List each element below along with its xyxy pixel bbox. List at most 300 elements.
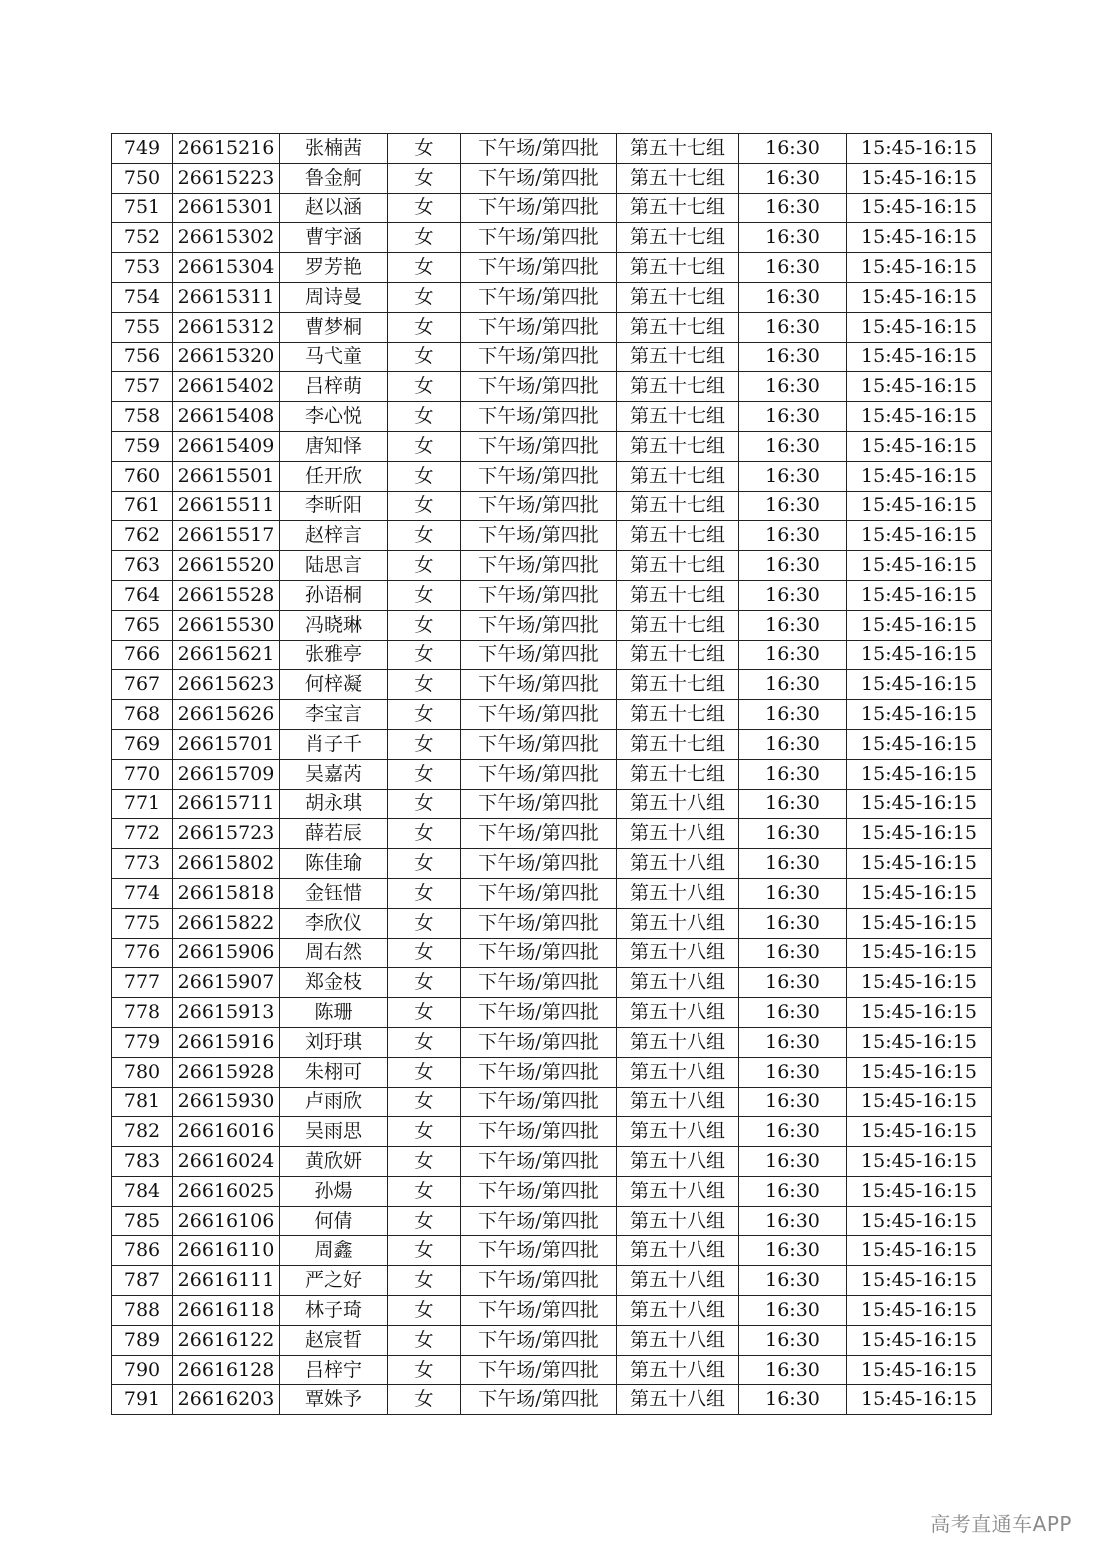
candidate-id-cell: 26615304 (173, 253, 280, 283)
time-window-cell: 15:45-16:15 (847, 789, 992, 819)
time-window-cell: 15:45-16:15 (847, 193, 992, 223)
candidate-id-cell: 26615626 (173, 700, 280, 730)
table-row (112, 402, 992, 432)
session-batch-cell: 下午场/第四批 (461, 1117, 617, 1147)
group-cell: 第五十七组 (617, 372, 739, 402)
session-batch-cell: 下午场/第四批 (461, 1057, 617, 1087)
row-number-cell: 776 (112, 938, 173, 968)
time-cell: 16:30 (739, 312, 847, 342)
name-cell: 卢雨欣 (280, 1087, 388, 1117)
name-cell: 何梓凝 (280, 670, 388, 700)
name-cell: 何倩 (280, 1206, 388, 1236)
row-number-cell: 752 (112, 223, 173, 253)
row-number-cell: 780 (112, 1057, 173, 1087)
gender-cell: 女 (388, 729, 461, 759)
candidate-id-cell: 26615822 (173, 908, 280, 938)
candidate-id-cell: 26615928 (173, 1057, 280, 1087)
row-number-cell: 775 (112, 908, 173, 938)
group-cell: 第五十八组 (617, 1117, 739, 1147)
time-window-cell: 15:45-16:15 (847, 163, 992, 193)
table-row (112, 819, 992, 849)
gender-cell: 女 (388, 1296, 461, 1326)
gender-cell: 女 (388, 372, 461, 402)
table-row (112, 1296, 992, 1326)
time-window-cell: 15:45-16:15 (847, 938, 992, 968)
group-cell: 第五十七组 (617, 312, 739, 342)
group-cell: 第五十八组 (617, 908, 739, 938)
group-cell: 第五十八组 (617, 1206, 739, 1236)
time-window-cell: 15:45-16:15 (847, 1087, 992, 1117)
gender-cell: 女 (388, 1325, 461, 1355)
group-cell: 第五十八组 (617, 998, 739, 1028)
time-cell: 16:30 (739, 789, 847, 819)
session-batch-cell: 下午场/第四批 (461, 312, 617, 342)
table-row (112, 998, 992, 1028)
session-batch-cell: 下午场/第四批 (461, 193, 617, 223)
candidate-id-cell: 26615709 (173, 759, 280, 789)
gender-cell: 女 (388, 849, 461, 879)
name-cell: 孙煬 (280, 1176, 388, 1206)
group-cell: 第五十八组 (617, 1176, 739, 1206)
row-number-cell: 789 (112, 1325, 173, 1355)
time-cell: 16:30 (739, 1296, 847, 1326)
session-batch-cell: 下午场/第四批 (461, 1266, 617, 1296)
table-row (112, 1057, 992, 1087)
gender-cell: 女 (388, 670, 461, 700)
session-batch-cell: 下午场/第四批 (461, 819, 617, 849)
group-cell: 第五十七组 (617, 193, 739, 223)
table-row (112, 431, 992, 461)
time-cell: 16:30 (739, 1355, 847, 1385)
name-cell: 张楠茜 (280, 134, 388, 164)
name-cell: 严之好 (280, 1266, 388, 1296)
gender-cell: 女 (388, 1027, 461, 1057)
time-cell: 16:30 (739, 1176, 847, 1206)
table-row (112, 342, 992, 372)
session-batch-cell: 下午场/第四批 (461, 551, 617, 581)
time-cell: 16:30 (739, 1027, 847, 1057)
time-cell: 16:30 (739, 729, 847, 759)
candidate-id-cell: 26615216 (173, 134, 280, 164)
row-number-cell: 762 (112, 521, 173, 551)
name-cell: 李欣仪 (280, 908, 388, 938)
group-cell: 第五十七组 (617, 759, 739, 789)
time-cell: 16:30 (739, 372, 847, 402)
row-number-cell: 783 (112, 1147, 173, 1177)
group-cell: 第五十七组 (617, 134, 739, 164)
time-cell: 16:30 (739, 402, 847, 432)
session-batch-cell: 下午场/第四批 (461, 402, 617, 432)
row-number-cell: 778 (112, 998, 173, 1028)
time-window-cell: 15:45-16:15 (847, 819, 992, 849)
table-row (112, 580, 992, 610)
time-cell: 16:30 (739, 134, 847, 164)
table-row (112, 1117, 992, 1147)
name-cell: 吴雨思 (280, 1117, 388, 1147)
session-batch-cell: 下午场/第四批 (461, 1087, 617, 1117)
gender-cell: 女 (388, 640, 461, 670)
group-cell: 第五十七组 (617, 491, 739, 521)
row-number-cell: 749 (112, 134, 173, 164)
time-cell: 16:30 (739, 1206, 847, 1236)
table-row (112, 610, 992, 640)
session-batch-cell: 下午场/第四批 (461, 1027, 617, 1057)
group-cell: 第五十七组 (617, 610, 739, 640)
name-cell: 胡永琪 (280, 789, 388, 819)
group-cell: 第五十八组 (617, 819, 739, 849)
name-cell: 郑金枝 (280, 968, 388, 998)
session-batch-cell: 下午场/第四批 (461, 1385, 617, 1415)
time-cell: 16:30 (739, 700, 847, 730)
time-cell: 16:30 (739, 1266, 847, 1296)
time-window-cell: 15:45-16:15 (847, 1206, 992, 1236)
table-row (112, 223, 992, 253)
table-row (112, 1266, 992, 1296)
candidate-id-cell: 26615408 (173, 402, 280, 432)
gender-cell: 女 (388, 1147, 461, 1177)
session-batch-cell: 下午场/第四批 (461, 253, 617, 283)
time-window-cell: 15:45-16:15 (847, 610, 992, 640)
table-row (112, 670, 992, 700)
group-cell: 第五十七组 (617, 342, 739, 372)
time-window-cell: 15:45-16:15 (847, 312, 992, 342)
gender-cell: 女 (388, 878, 461, 908)
roster-table (111, 133, 992, 1415)
candidate-id-cell: 26615520 (173, 551, 280, 581)
time-window-cell: 15:45-16:15 (847, 402, 992, 432)
gender-cell: 女 (388, 1385, 461, 1415)
gender-cell: 女 (388, 342, 461, 372)
time-window-cell: 15:45-16:15 (847, 1027, 992, 1057)
time-window-cell: 15:45-16:15 (847, 670, 992, 700)
table-row (112, 134, 992, 164)
time-cell: 16:30 (739, 580, 847, 610)
table-row (112, 372, 992, 402)
time-window-cell: 15:45-16:15 (847, 1117, 992, 1147)
gender-cell: 女 (388, 491, 461, 521)
table-row (112, 938, 992, 968)
table-row (112, 789, 992, 819)
time-window-cell: 15:45-16:15 (847, 729, 992, 759)
session-batch-cell: 下午场/第四批 (461, 1325, 617, 1355)
time-cell: 16:30 (739, 521, 847, 551)
time-cell: 16:30 (739, 998, 847, 1028)
candidate-id-cell: 26615301 (173, 193, 280, 223)
gender-cell: 女 (388, 312, 461, 342)
time-cell: 16:30 (739, 878, 847, 908)
group-cell: 第五十八组 (617, 968, 739, 998)
row-number-cell: 786 (112, 1236, 173, 1266)
group-cell: 第五十七组 (617, 223, 739, 253)
time-cell: 16:30 (739, 670, 847, 700)
time-window-cell: 15:45-16:15 (847, 253, 992, 283)
session-batch-cell: 下午场/第四批 (461, 342, 617, 372)
table-row (112, 729, 992, 759)
time-cell: 16:30 (739, 193, 847, 223)
candidate-id-cell: 26615916 (173, 1027, 280, 1057)
group-cell: 第五十八组 (617, 1236, 739, 1266)
table-row (112, 908, 992, 938)
candidate-id-cell: 26615530 (173, 610, 280, 640)
name-cell: 薛若辰 (280, 819, 388, 849)
gender-cell: 女 (388, 282, 461, 312)
table-row (112, 282, 992, 312)
candidate-id-cell: 26615517 (173, 521, 280, 551)
gender-cell: 女 (388, 521, 461, 551)
group-cell: 第五十七组 (617, 521, 739, 551)
name-cell: 周右然 (280, 938, 388, 968)
table-row (112, 312, 992, 342)
name-cell: 周鑫 (280, 1236, 388, 1266)
time-cell: 16:30 (739, 1236, 847, 1266)
candidate-id-cell: 26615320 (173, 342, 280, 372)
session-batch-cell: 下午场/第四批 (461, 700, 617, 730)
session-batch-cell: 下午场/第四批 (461, 1355, 617, 1385)
row-number-cell: 773 (112, 849, 173, 879)
group-cell: 第五十八组 (617, 1385, 739, 1415)
row-number-cell: 764 (112, 580, 173, 610)
name-cell: 吕梓萌 (280, 372, 388, 402)
name-cell: 曹梦桐 (280, 312, 388, 342)
table-row (112, 878, 992, 908)
time-cell: 16:30 (739, 551, 847, 581)
gender-cell: 女 (388, 402, 461, 432)
row-number-cell: 755 (112, 312, 173, 342)
table-row (112, 849, 992, 879)
time-cell: 16:30 (739, 1087, 847, 1117)
session-batch-cell: 下午场/第四批 (461, 1296, 617, 1326)
gender-cell: 女 (388, 1117, 461, 1147)
group-cell: 第五十七组 (617, 580, 739, 610)
group-cell: 第五十八组 (617, 938, 739, 968)
time-cell: 16:30 (739, 640, 847, 670)
table-row (112, 1325, 992, 1355)
candidate-id-cell: 26616203 (173, 1385, 280, 1415)
row-number-cell: 785 (112, 1206, 173, 1236)
candidate-id-cell: 26615701 (173, 729, 280, 759)
row-number-cell: 756 (112, 342, 173, 372)
time-window-cell: 15:45-16:15 (847, 640, 992, 670)
time-cell: 16:30 (739, 431, 847, 461)
gender-cell: 女 (388, 134, 461, 164)
row-number-cell: 791 (112, 1385, 173, 1415)
name-cell: 黄欣妍 (280, 1147, 388, 1177)
row-number-cell: 772 (112, 819, 173, 849)
name-cell: 罗芳艳 (280, 253, 388, 283)
table-row (112, 163, 992, 193)
session-batch-cell: 下午场/第四批 (461, 908, 617, 938)
group-cell: 第五十八组 (617, 849, 739, 879)
row-number-cell: 766 (112, 640, 173, 670)
time-window-cell: 15:45-16:15 (847, 223, 992, 253)
table-row (112, 253, 992, 283)
row-number-cell: 790 (112, 1355, 173, 1385)
time-window-cell: 15:45-16:15 (847, 491, 992, 521)
time-window-cell: 15:45-16:15 (847, 1057, 992, 1087)
time-cell: 16:30 (739, 819, 847, 849)
time-window-cell: 15:45-16:15 (847, 1385, 992, 1415)
gender-cell: 女 (388, 1087, 461, 1117)
candidate-id-cell: 26615711 (173, 789, 280, 819)
candidate-id-cell: 26616025 (173, 1176, 280, 1206)
time-cell: 16:30 (739, 1325, 847, 1355)
row-number-cell: 770 (112, 759, 173, 789)
session-batch-cell: 下午场/第四批 (461, 491, 617, 521)
group-cell: 第五十七组 (617, 163, 739, 193)
time-cell: 16:30 (739, 938, 847, 968)
name-cell: 肖子千 (280, 729, 388, 759)
time-cell: 16:30 (739, 163, 847, 193)
time-window-cell: 15:45-16:15 (847, 551, 992, 581)
row-number-cell: 754 (112, 282, 173, 312)
gender-cell: 女 (388, 580, 461, 610)
table-row (112, 700, 992, 730)
group-cell: 第五十八组 (617, 1087, 739, 1117)
candidate-id-cell: 26615818 (173, 878, 280, 908)
time-window-cell: 15:45-16:15 (847, 968, 992, 998)
session-batch-cell: 下午场/第四批 (461, 282, 617, 312)
time-cell: 16:30 (739, 849, 847, 879)
session-batch-cell: 下午场/第四批 (461, 968, 617, 998)
table-row (112, 1355, 992, 1385)
gender-cell: 女 (388, 1176, 461, 1206)
name-cell: 唐知怿 (280, 431, 388, 461)
session-batch-cell: 下午场/第四批 (461, 1176, 617, 1206)
row-number-cell: 768 (112, 700, 173, 730)
group-cell: 第五十八组 (617, 1355, 739, 1385)
session-batch-cell: 下午场/第四批 (461, 998, 617, 1028)
candidate-id-cell: 26615906 (173, 938, 280, 968)
group-cell: 第五十七组 (617, 670, 739, 700)
row-number-cell: 759 (112, 431, 173, 461)
gender-cell: 女 (388, 551, 461, 581)
time-window-cell: 15:45-16:15 (847, 998, 992, 1028)
row-number-cell: 763 (112, 551, 173, 581)
group-cell: 第五十七组 (617, 729, 739, 759)
name-cell: 赵宸晢 (280, 1325, 388, 1355)
time-cell: 16:30 (739, 282, 847, 312)
group-cell: 第五十七组 (617, 700, 739, 730)
group-cell: 第五十八组 (617, 789, 739, 819)
time-window-cell: 15:45-16:15 (847, 1266, 992, 1296)
time-cell: 16:30 (739, 461, 847, 491)
row-number-cell: 777 (112, 968, 173, 998)
candidate-id-cell: 26615223 (173, 163, 280, 193)
gender-cell: 女 (388, 193, 461, 223)
gender-cell: 女 (388, 163, 461, 193)
gender-cell: 女 (388, 610, 461, 640)
row-number-cell: 779 (112, 1027, 173, 1057)
session-batch-cell: 下午场/第四批 (461, 849, 617, 879)
name-cell: 陈珊 (280, 998, 388, 1028)
session-batch-cell: 下午场/第四批 (461, 789, 617, 819)
row-number-cell: 771 (112, 789, 173, 819)
gender-cell: 女 (388, 998, 461, 1028)
name-cell: 李心悦 (280, 402, 388, 432)
candidate-id-cell: 26616016 (173, 1117, 280, 1147)
session-batch-cell: 下午场/第四批 (461, 729, 617, 759)
candidate-id-cell: 26616118 (173, 1296, 280, 1326)
time-window-cell: 15:45-16:15 (847, 878, 992, 908)
name-cell: 任开欣 (280, 461, 388, 491)
gender-cell: 女 (388, 461, 461, 491)
row-number-cell: 767 (112, 670, 173, 700)
candidate-id-cell: 26615802 (173, 849, 280, 879)
group-cell: 第五十七组 (617, 461, 739, 491)
row-number-cell: 781 (112, 1087, 173, 1117)
name-cell: 张雅亭 (280, 640, 388, 670)
time-cell: 16:30 (739, 968, 847, 998)
name-cell: 李宝言 (280, 700, 388, 730)
group-cell: 第五十八组 (617, 1325, 739, 1355)
table-row (112, 193, 992, 223)
gender-cell: 女 (388, 1206, 461, 1236)
name-cell: 吴嘉芮 (280, 759, 388, 789)
row-number-cell: 753 (112, 253, 173, 283)
name-cell: 陆思言 (280, 551, 388, 581)
row-number-cell: 751 (112, 193, 173, 223)
time-cell: 16:30 (739, 610, 847, 640)
gender-cell: 女 (388, 938, 461, 968)
session-batch-cell: 下午场/第四批 (461, 580, 617, 610)
group-cell: 第五十八组 (617, 1027, 739, 1057)
group-cell: 第五十八组 (617, 1296, 739, 1326)
gender-cell: 女 (388, 789, 461, 819)
session-batch-cell: 下午场/第四批 (461, 372, 617, 402)
row-number-cell: 784 (112, 1176, 173, 1206)
table-row (112, 1147, 992, 1177)
group-cell: 第五十八组 (617, 1147, 739, 1177)
candidate-id-cell: 26616024 (173, 1147, 280, 1177)
time-window-cell: 15:45-16:15 (847, 1236, 992, 1266)
group-cell: 第五十七组 (617, 402, 739, 432)
gender-cell: 女 (388, 223, 461, 253)
name-cell: 马弋童 (280, 342, 388, 372)
time-window-cell: 15:45-16:15 (847, 1296, 992, 1326)
candidate-id-cell: 26615621 (173, 640, 280, 670)
table-row (112, 1027, 992, 1057)
name-cell: 吕梓宁 (280, 1355, 388, 1385)
time-window-cell: 15:45-16:15 (847, 908, 992, 938)
table-row (112, 1176, 992, 1206)
table-row (112, 640, 992, 670)
time-cell: 16:30 (739, 1385, 847, 1415)
time-window-cell: 15:45-16:15 (847, 1355, 992, 1385)
session-batch-cell: 下午场/第四批 (461, 1206, 617, 1236)
time-window-cell: 15:45-16:15 (847, 1147, 992, 1177)
time-cell: 16:30 (739, 1147, 847, 1177)
name-cell: 赵以涵 (280, 193, 388, 223)
name-cell: 冯晓琳 (280, 610, 388, 640)
candidate-id-cell: 26615623 (173, 670, 280, 700)
group-cell: 第五十八组 (617, 878, 739, 908)
group-cell: 第五十七组 (617, 253, 739, 283)
time-cell: 16:30 (739, 908, 847, 938)
row-number-cell: 760 (112, 461, 173, 491)
table-row (112, 521, 992, 551)
candidate-id-cell: 26615528 (173, 580, 280, 610)
candidate-id-cell: 26616110 (173, 1236, 280, 1266)
row-number-cell: 757 (112, 372, 173, 402)
time-window-cell: 15:45-16:15 (847, 521, 992, 551)
group-cell: 第五十七组 (617, 431, 739, 461)
session-batch-cell: 下午场/第四批 (461, 134, 617, 164)
time-cell: 16:30 (739, 223, 847, 253)
name-cell: 覃姝予 (280, 1385, 388, 1415)
watermark-text: 高考直通车APP (930, 1512, 1072, 1536)
time-window-cell: 15:45-16:15 (847, 372, 992, 402)
candidate-id-cell: 26616128 (173, 1355, 280, 1385)
